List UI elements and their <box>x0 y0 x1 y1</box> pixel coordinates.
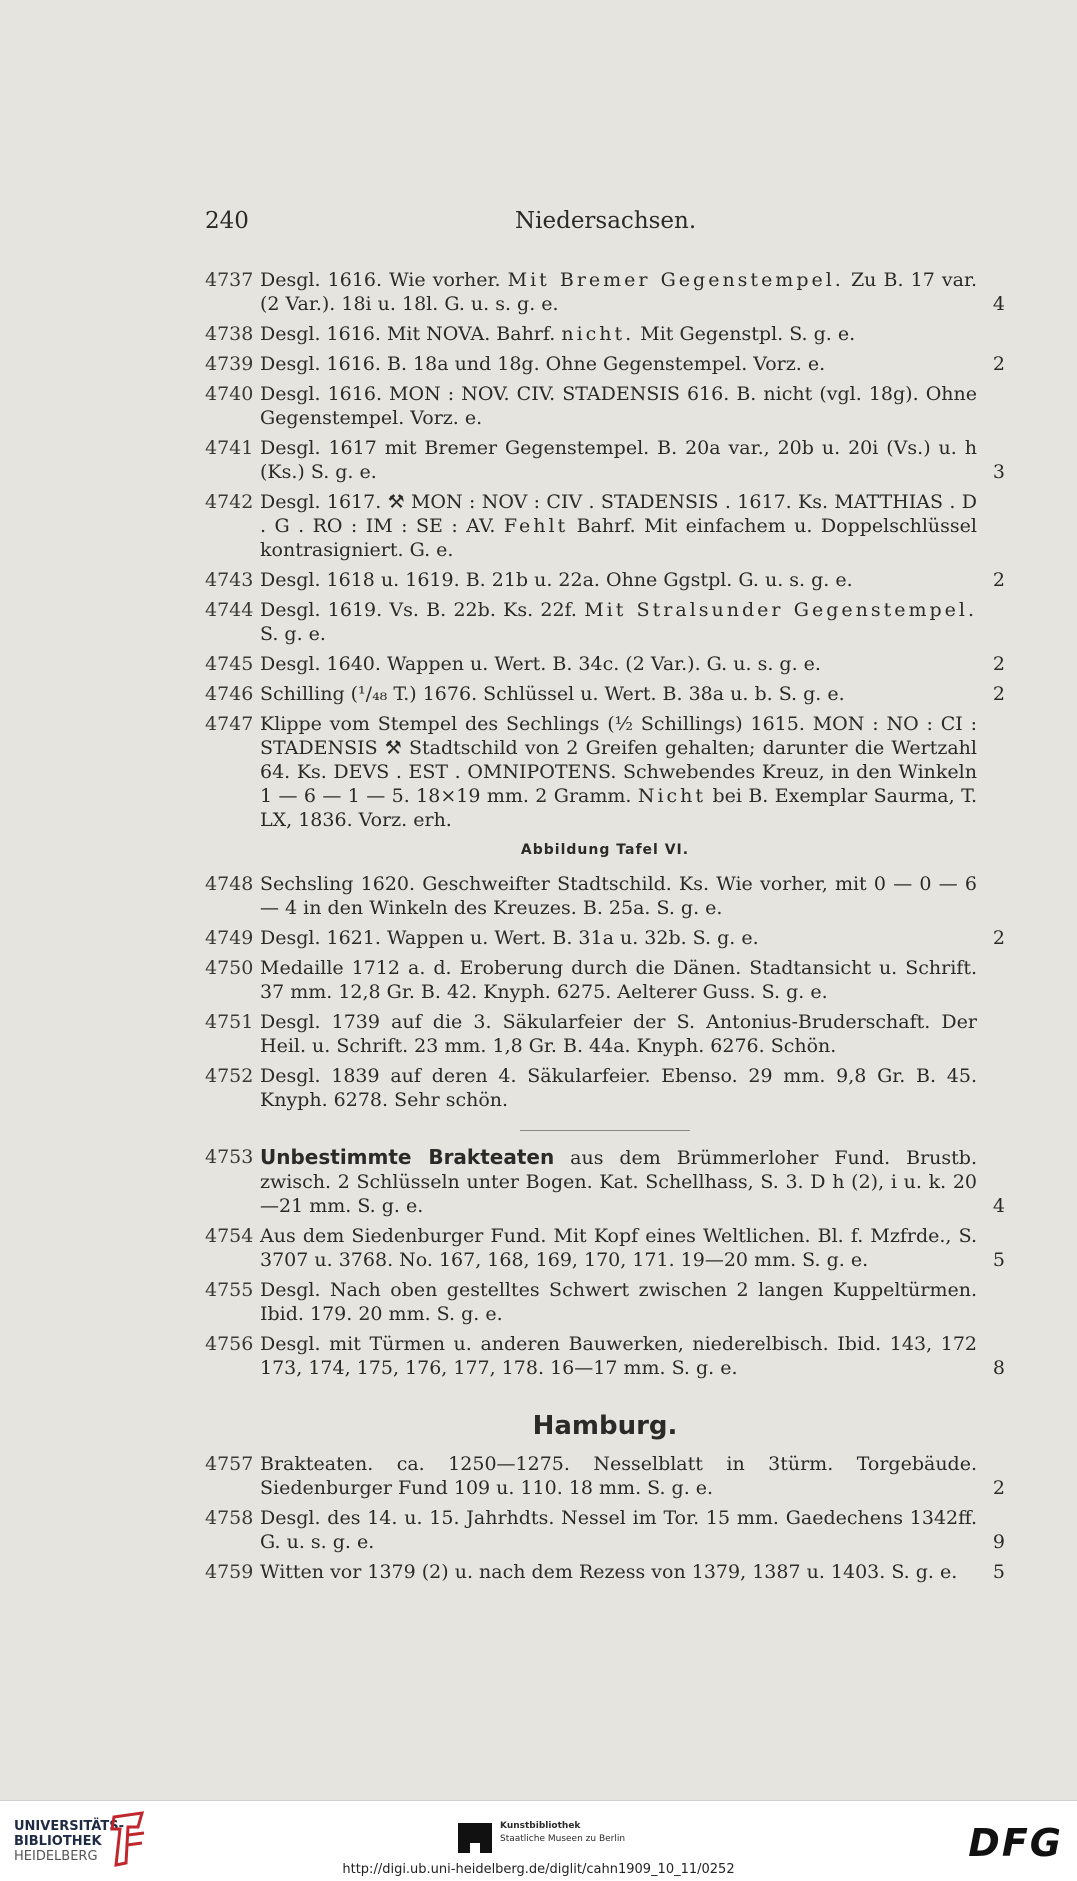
entry-list <box>205 872 1005 1112</box>
entry-text: Desgl. 1640. Wappen u. Wert. B. 34c. (2 Var.). G. u. s. g. e. <box>260 653 821 675</box>
catalog-entry <box>205 1064 1005 1112</box>
catalog-entry <box>205 322 1005 346</box>
entry-price: 2 <box>992 653 1005 675</box>
catalog-entry <box>205 436 1005 484</box>
entry-number: 4751 <box>205 1011 254 1033</box>
permalink-url[interactable]: http://digi.ub.uni-heidelberg.de/diglit/cahn1909_10_11/0252 <box>342 1862 735 1877</box>
entry-number: 4738 <box>205 323 254 345</box>
entry-number: 4739 <box>205 353 254 375</box>
kb-line-2: Staatliche Museen zu Berlin <box>500 1834 626 1844</box>
university-library-logo-icon <box>108 1811 150 1867</box>
entry-text: Klippe vom Stempel des Sechlings (½ Schillings) 1615. MON : NO : CI : STADENSIS ⚒ Stadtschild von 2 Greifen gehalten; darunter die Wertzahl 64. Ks. DEVS . EST . OMNIPOTENS. Schwebendes Kreuz, in den Winkeln 1 — 6 — 1 — 5. 18×19 mm. 2 Gramm. Nicht bei B. Exemplar Saurma, T. LX, 1836. Vorz. erh. <box>260 713 977 831</box>
catalog-entry <box>205 682 1005 706</box>
entry-number: 4740 <box>205 383 254 405</box>
catalog-entry <box>205 1560 1005 1584</box>
entry-number: 4754 <box>205 1225 254 1247</box>
kunstbibliothek-icon <box>458 1823 492 1853</box>
entry-text: Witten vor 1379 (2) u. nach dem Rezess von 1379, 1387 u. 1403. S. g. e. <box>260 1561 958 1583</box>
entry-price: 9 <box>992 1531 1005 1553</box>
page-header <box>205 208 1005 244</box>
entry-price: 4 <box>992 1195 1005 1217</box>
entry-number: 4745 <box>205 653 254 675</box>
entry-price: 2 <box>992 683 1005 705</box>
entry-price: 4 <box>992 293 1005 315</box>
uni-line-3: HEIDELBERG <box>14 1849 98 1864</box>
entry-number: 4757 <box>205 1453 254 1475</box>
entry-text: Desgl. 1839 auf deren 4. Säkularfeier. Ebenso. 29 mm. 9,8 Gr. B. 45. Knyph. 6278. Sehr schön. <box>260 1065 977 1111</box>
entry-list <box>205 268 1005 832</box>
catalog-entry <box>205 1332 1005 1380</box>
page-title: Niedersachsen. <box>515 208 697 234</box>
entry-price: 2 <box>992 353 1005 375</box>
kb-line-1: Kunstbibliothek <box>500 1821 581 1831</box>
catalog-entry <box>205 1224 1005 1272</box>
page-number: 240 <box>205 208 249 234</box>
viewer-footer <box>0 1800 1077 1881</box>
entry-price: 3 <box>992 461 1005 483</box>
catalog-entry <box>205 1010 1005 1058</box>
entry-price: 2 <box>992 569 1005 591</box>
catalog-entry <box>205 1145 1005 1218</box>
entry-number: 4750 <box>205 957 254 979</box>
entry-number: 4759 <box>205 1561 254 1583</box>
entry-list <box>205 1145 1005 1380</box>
entry-number: 4743 <box>205 569 254 591</box>
entry-number: 4746 <box>205 683 254 705</box>
entry-text: Desgl. 1617 mit Bremer Gegenstempel. B. 20a var., 20b u. 20i (Vs.) u. h (Ks.) S. g. e. <box>260 437 977 483</box>
entry-price: 8 <box>992 1357 1005 1379</box>
entry-number: 4742 <box>205 491 254 513</box>
entry-price: 5 <box>992 1561 1005 1583</box>
entry-number: 4753 <box>205 1146 254 1168</box>
entry-text: Desgl. Nach oben gestelltes Schwert zwischen 2 langen Kuppeltürmen. Ibid. 179. 20 mm. S. g. e. <box>260 1279 977 1325</box>
entry-text: Aus dem Siedenburger Fund. Mit Kopf eines Weltlichen. Bl. f. Mzfrde., S. 3707 u. 3768. No. 167, 168, 169, 170, 171. 19—20 mm. S. g. e. <box>260 1225 977 1271</box>
entry-number: 4749 <box>205 927 254 949</box>
entry-number: 4737 <box>205 269 254 291</box>
entry-text: Desgl. 1618 u. 1619. B. 21b u. 22a. Ohne Ggstpl. G. u. s. g. e. <box>260 569 853 591</box>
catalog-entry <box>205 598 1005 646</box>
entry-price: 5 <box>992 1249 1005 1271</box>
entry-text: Desgl. 1739 auf die 3. Säkularfeier der S. Antonius-Bruderschaft. Der Heil. u. Schrift. 23 mm. 1,8 Gr. B. 44a. Knyph. 6276. Schön. <box>260 1011 977 1057</box>
catalog-body <box>205 268 1005 1590</box>
uni-line-1: UNIVERSITÄTS- <box>14 1819 124 1834</box>
entry-text: Desgl. 1616. B. 18a und 18g. Ohne Gegenstempel. Vorz. e. <box>260 353 826 375</box>
catalog-entry <box>205 352 1005 376</box>
entry-number: 4752 <box>205 1065 254 1087</box>
section-title: Hamburg. <box>532 1411 678 1441</box>
entry-text: Schilling (¹/₄₈ T.) 1676. Schlüssel u. Wert. B. 38a u. b. S. g. e. <box>260 683 845 705</box>
entry-text: Desgl. mit Türmen u. anderen Bauwerken, niederelbisch. Ibid. 143, 172 173, 174, 175, 176, 177, 178. 16—17 mm. S. g. e. <box>260 1333 977 1379</box>
catalog-entry <box>205 926 1005 950</box>
figure-caption: Abbildung Tafel VI. <box>520 842 690 858</box>
entry-number: 4744 <box>205 599 254 621</box>
entry-text: Desgl. 1617. ⚒ MON : NOV : CIV . STADENSIS . 1617. Ks. MATTHIAS . D . G . RO : IM : SE : AV. Fehlt Bahrf. Mit einfachem u. Doppelschlüssel kontrasigniert. G. e. <box>260 491 977 561</box>
entry-list <box>205 1452 1005 1584</box>
uni-line-2: BIBLIOTHEK <box>14 1834 102 1849</box>
catalog-entry <box>205 712 1005 832</box>
entry-text: Sechsling 1620. Geschweifter Stadtschild. Ks. Wie vorher, mit 0 — 0 — 6 — 4 in den Winkeln des Kreuzes. B. 25a. S. g. e. <box>260 873 977 919</box>
entry-text: Unbestimmte Brakteaten aus dem Brümmerloher Fund. Brustb. zwisch. 2 Schlüsseln unter Bogen. Kat. Schellhass, S. 3. D h (2), i u. k. 20—21 mm. S. g. e. <box>260 1145 977 1217</box>
entry-number: 4747 <box>205 713 254 735</box>
catalog-entry <box>205 1452 1005 1500</box>
entry-number: 4741 <box>205 437 254 459</box>
catalog-entry <box>205 1278 1005 1326</box>
entry-text: Desgl. 1621. Wappen u. Wert. B. 31a u. 32b. S. g. e. <box>260 927 759 949</box>
entry-text: Desgl. 1616. Wie vorher. Mit Bremer Gegenstempel. Zu B. 17 var. (2 Var.). 18i u. 18l. G. u. s. g. e. <box>260 269 977 315</box>
catalog-entry <box>205 652 1005 676</box>
catalog-entry <box>205 1506 1005 1554</box>
entry-text: Brakteaten. ca. 1250—1275. Nesselblatt in 3türm. Torgebäude. Siedenburger Fund 109 u. 110. 18 mm. S. g. e. <box>260 1453 977 1499</box>
entry-text: Desgl. 1616. MON : NOV. CIV. STADENSIS 616. B. nicht (vgl. 18g). Ohne Gegenstempel. Vorz. e. <box>260 383 977 429</box>
catalog-entry <box>205 268 1005 316</box>
entry-number: 4755 <box>205 1279 254 1301</box>
entry-number: 4748 <box>205 873 254 895</box>
catalog-entry <box>205 872 1005 920</box>
catalog-entry <box>205 956 1005 1004</box>
divider <box>520 1130 690 1131</box>
entry-number: 4756 <box>205 1333 254 1355</box>
dfg-logo[interactable]: DFG <box>968 1821 1063 1865</box>
catalog-entry <box>205 490 1005 562</box>
entry-number: 4758 <box>205 1507 254 1529</box>
entry-text: Medaille 1712 a. d. Eroberung durch die Dänen. Stadtansicht u. Schrift. 37 mm. 12,8 Gr. B. 42. Knyph. 6275. Aelterer Guss. S. g. e. <box>260 957 977 1003</box>
entry-price: 2 <box>992 927 1005 949</box>
entry-price: 2 <box>992 1477 1005 1499</box>
catalog-entry <box>205 382 1005 430</box>
entry-text: Desgl. 1619. Vs. B. 22b. Ks. 22f. Mit Stralsunder Gegenstempel. S. g. e. <box>260 599 978 645</box>
entry-text: Desgl. des 14. u. 15. Jahrhdts. Nessel im Tor. 15 mm. Gaedechens 1342ff. G. u. s. g. e. <box>260 1507 977 1553</box>
entry-text: Desgl. 1616. Mit NOVA. Bahrf. nicht. Mit Gegenstpl. S. g. e. <box>260 323 856 345</box>
catalog-entry <box>205 568 1005 592</box>
